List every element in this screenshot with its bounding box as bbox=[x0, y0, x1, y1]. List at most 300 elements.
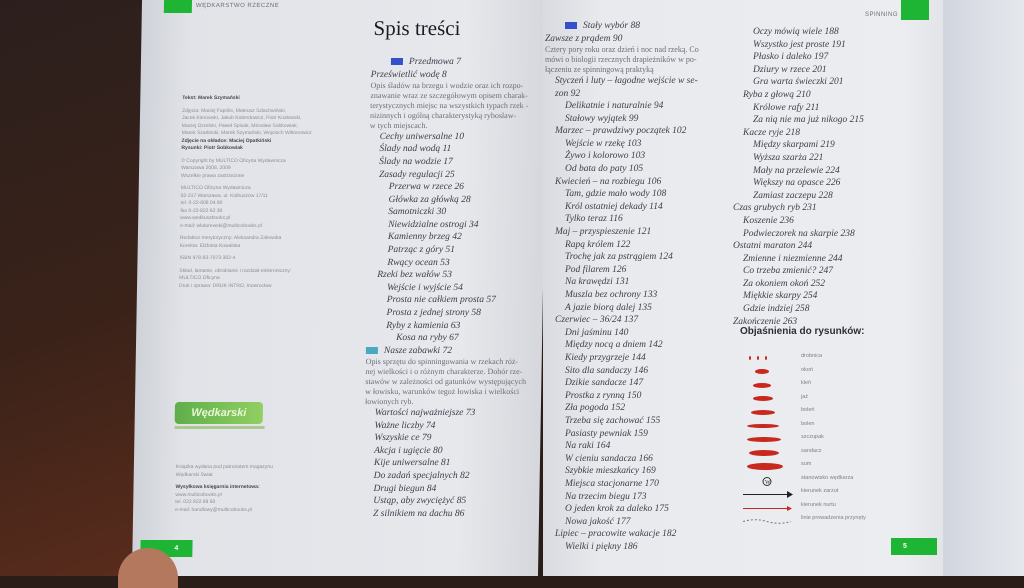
toc-entry bbox=[733, 139, 933, 152]
toc-entry-text: Samotniczki 30 bbox=[388, 207, 447, 218]
section-flag-icon bbox=[565, 22, 577, 29]
toc-entry bbox=[364, 445, 539, 458]
legend-label: drobnica bbox=[801, 353, 823, 359]
credit-line: Zdjęcie na okładce: Maciej Opatkiński bbox=[181, 137, 272, 144]
toc-entry-text: Wszystko jest proste 191 bbox=[753, 39, 846, 50]
toc-entry-text: Ustąp, aby zwyciężyć 85 bbox=[373, 496, 467, 507]
right-page-header: SPINNING bbox=[865, 12, 899, 18]
legend-label: jaź bbox=[801, 393, 809, 400]
toc-entry bbox=[369, 181, 544, 194]
credit-line: Tekst: Marek Szymański bbox=[182, 95, 240, 101]
toc-entry bbox=[545, 491, 735, 504]
toc-entry bbox=[363, 483, 538, 496]
toc-description bbox=[365, 387, 540, 397]
toc-entry-text: Nasze zabawki 72 bbox=[383, 345, 453, 356]
toc-entry bbox=[545, 428, 735, 441]
imprint-credits bbox=[179, 95, 342, 290]
toc-entry bbox=[733, 177, 933, 190]
toc-entry bbox=[733, 102, 933, 115]
toc-entry-text: Gra warta świeczki 201 bbox=[753, 77, 844, 88]
left-page bbox=[132, 0, 548, 576]
toc-entry bbox=[368, 244, 543, 257]
toc-entry bbox=[733, 89, 933, 102]
toc-entry-text: Kacze ryje 218 bbox=[743, 127, 800, 138]
toc-entry bbox=[545, 20, 735, 33]
wave-arrow-icon bbox=[741, 501, 793, 512]
toc-entry-text: Trzeba się zachować 155 bbox=[565, 415, 661, 426]
credit-line: Wędkarski Świat bbox=[175, 471, 213, 478]
toc-entry-text: nizinnych i ogólną charakterystyką ryboslaw- bbox=[369, 110, 517, 120]
toc-entry-text: stawów w zależności od gatunków występujących bbox=[365, 377, 527, 387]
toc-entry bbox=[363, 495, 538, 508]
toc-entry-text: Między skarpami 219 bbox=[753, 140, 835, 151]
toc-entry bbox=[545, 150, 735, 163]
legend-row bbox=[741, 447, 941, 458]
toc-entry-text: Do zadań specjalnych 82 bbox=[373, 470, 470, 481]
toc-entry-text: Co trzeba zmienić? 247 bbox=[743, 266, 833, 277]
credit-line: tel. 0-22-608 04 80 bbox=[180, 200, 223, 206]
toc-entry-text: Trochę jak za pstrągiem 124 bbox=[565, 252, 673, 263]
toc-entry-text: Przerwa w rzece 26 bbox=[388, 182, 465, 193]
toc-entry-text: łączeniu ze spinningową praktyką bbox=[545, 65, 654, 74]
credit-line: Korekta: Elżbieta Kowalska bbox=[179, 242, 241, 249]
toc-entry-text: Szybkie mieszkańcy 169 bbox=[565, 466, 656, 477]
toc-entry-text: O jeden krok za daleko 175 bbox=[565, 504, 669, 515]
toc-entry bbox=[733, 51, 933, 64]
credit-line: Maciej Orzelski, Paweł Spisak, Mirosław Sobkowiak, bbox=[181, 122, 299, 129]
toc-entry bbox=[364, 432, 539, 445]
toc-entry-text: Zamiast zaczepu 228 bbox=[753, 190, 833, 201]
toc-description bbox=[365, 367, 540, 377]
toc-entry bbox=[733, 114, 933, 127]
toc-entry-text: znawanie wraz ze szczegółowym opisem charak- bbox=[370, 91, 528, 101]
toc-entry-text: Pod filarem 126 bbox=[565, 264, 627, 275]
zander-icon bbox=[741, 447, 793, 458]
arrow-icon bbox=[741, 487, 793, 498]
toc-entry-text: Zasady regulacji 25 bbox=[378, 169, 455, 180]
toc-entry bbox=[545, 188, 735, 201]
credit-line: tel. 022 822 69 60 bbox=[175, 499, 216, 505]
toc-entry-text: Kiedy przygrzeje 144 bbox=[565, 352, 646, 363]
toc-entry bbox=[545, 327, 735, 340]
toc-entry bbox=[545, 226, 735, 239]
page-number-right: 5 bbox=[903, 543, 907, 550]
toc-entry bbox=[365, 407, 540, 420]
toc-entry-text: Podwieczorek na skarpie 238 bbox=[743, 228, 855, 239]
toc-description bbox=[545, 45, 735, 55]
toc-entry-text: Delikatnie i naturalnie 94 bbox=[565, 101, 664, 112]
toc-entry-text: Gdzie indziej 258 bbox=[743, 304, 810, 315]
section-flag-icon bbox=[391, 58, 403, 65]
toc-entry bbox=[545, 75, 735, 88]
toc-entry-text: zon 92 bbox=[555, 88, 581, 99]
toc-entry-text: Ryby z kamienia 63 bbox=[386, 320, 461, 331]
toc-entry bbox=[733, 265, 933, 278]
toc-entry-text: W cieniu sandacza 166 bbox=[565, 453, 653, 464]
toc-entry-text: Od bata do paty 105 bbox=[565, 164, 644, 175]
header-tab-right bbox=[901, 0, 929, 20]
ide-icon bbox=[741, 393, 793, 404]
toc-description bbox=[370, 101, 545, 111]
catfish-icon bbox=[741, 460, 793, 471]
credit-line: ISBN 978-83-7073-302-4 bbox=[179, 255, 236, 261]
credit-line: Druk i oprawa: DRUK INTRO, Inowrocław bbox=[178, 282, 272, 289]
credit-line: e-mail: handlowy@multicobooks.pl bbox=[175, 506, 253, 513]
toc-entry-text: Nowa jakość 177 bbox=[565, 516, 631, 527]
toc-entry-text: Na trzecim biegu 173 bbox=[565, 491, 647, 502]
toc-entry-text: Marzec – prawdziwy początek 102 bbox=[555, 126, 687, 137]
toc-entry-text: Król ostatniej dekady 114 bbox=[565, 201, 663, 212]
toc-entry-text: Muszla bez ochrony 133 bbox=[565, 290, 658, 300]
toc-entry-text: Za okoniem okoń 252 bbox=[743, 278, 826, 289]
toc-entry-text: A jazie biorą dalej 135 bbox=[565, 302, 652, 313]
toc-entry-text: Drugi biegun 84 bbox=[373, 483, 437, 494]
toc-entry bbox=[733, 39, 933, 52]
toc-entry-text: Ostatni maraton 244 bbox=[733, 241, 813, 252]
toc-entry bbox=[545, 239, 735, 252]
toc-entry bbox=[364, 420, 539, 433]
toc-entry-text: Stałowy wyjątek 99 bbox=[565, 113, 639, 124]
toc-entry-text: Ryba z głową 210 bbox=[743, 89, 811, 100]
toc-entry bbox=[733, 76, 933, 89]
toc-description bbox=[370, 121, 545, 131]
dotted-line-icon bbox=[741, 514, 793, 525]
legend-label: sandacz bbox=[801, 447, 822, 454]
toc-entry bbox=[545, 289, 735, 302]
toc-entry bbox=[545, 113, 735, 126]
toc-entry-text: Dziury w rzece 201 bbox=[753, 64, 827, 75]
legend-label: kierunek zarzut bbox=[801, 488, 839, 494]
toc-entry bbox=[545, 251, 735, 264]
toc-entry bbox=[545, 440, 735, 453]
toc-entry bbox=[733, 165, 933, 178]
toc-entry-text: mówi o biologii rzecznych drapieżników w po- bbox=[545, 55, 697, 65]
credit-line: e-mail: wkdurewski@multicobooks.pl bbox=[180, 222, 262, 229]
credit-line: www.multicobooks.pl bbox=[175, 491, 222, 498]
toc-entry bbox=[733, 152, 933, 165]
toc-entry bbox=[545, 314, 735, 327]
toc-entry bbox=[368, 231, 543, 244]
legend-row bbox=[741, 406, 941, 417]
toc-entry-text: łowionych ryb. bbox=[364, 397, 414, 407]
toc-entry bbox=[545, 213, 735, 226]
toc-entry-text: Rapą królem 122 bbox=[565, 239, 631, 250]
toc-entry-text: Miękkie skarpy 254 bbox=[743, 291, 818, 302]
toc-description bbox=[370, 81, 545, 91]
pike-icon bbox=[741, 420, 793, 431]
toc-entry-text: Prosta nie całkiem prosta 57 bbox=[386, 295, 496, 306]
toc-entry-text: Zawsze z prądem 90 bbox=[545, 33, 623, 44]
toc-entry bbox=[545, 402, 735, 415]
toc-entry-text: Między nocą a dniem 142 bbox=[565, 340, 663, 351]
toc-entry-text: terystycznych miejsc na wszystkich typach rzek - bbox=[370, 101, 529, 110]
toc-entry-text: Cechy uniwersalne 10 bbox=[379, 131, 465, 142]
toc-entry bbox=[545, 415, 735, 428]
toc-entry-text: Kamienny brzeg 42 bbox=[387, 232, 462, 243]
legend-row bbox=[741, 501, 941, 512]
toc-entry bbox=[733, 215, 933, 228]
page-number-left: 4 bbox=[174, 545, 179, 552]
toc-entry-text: Mały na przelewie 224 bbox=[753, 165, 840, 176]
credit-line: fax 0-22-822 62 30 bbox=[180, 207, 223, 214]
toc-entry-text: Patrząc z góry 51 bbox=[387, 245, 456, 256]
toc-entry bbox=[545, 302, 735, 315]
legend-label: stanowisko wędkarza bbox=[801, 474, 854, 481]
toc-entry-text: Miejsca stacjonarne 170 bbox=[565, 478, 659, 489]
toc-entry-text: Królowe rafy 211 bbox=[753, 102, 820, 113]
toc-entry bbox=[369, 143, 544, 156]
credit-line: Jacek Kierowski, Jakub Kolendowicz, Piotr Kozłowski, bbox=[181, 115, 302, 121]
toc-entry bbox=[545, 33, 735, 46]
toc-entry-text: Dni jaśminu 140 bbox=[565, 327, 629, 338]
footer-tab-right bbox=[891, 538, 937, 555]
pikeperch-icon bbox=[741, 433, 793, 444]
toc-entry-text: Przedmowa 7 bbox=[408, 57, 462, 67]
toc-entry bbox=[371, 56, 546, 69]
toc-entry-text: Tylko teraz 116 bbox=[565, 214, 623, 225]
toc-entry-text: Opis śladów na brzegu i wodzie oraz ich rozpo- bbox=[370, 81, 524, 91]
toc-entry-text: Opis sprzętu do spinningowania w rzekach róż- bbox=[365, 357, 519, 367]
toc-entry bbox=[545, 465, 735, 478]
toc-entry-text: Niewidzialne ostrogi 34 bbox=[388, 219, 479, 230]
fry-icon bbox=[741, 352, 793, 363]
legend-row bbox=[741, 420, 941, 431]
credit-line: Zdjęcia: Maciej Faprilis, Mateusz Szlachwiński, bbox=[182, 107, 287, 114]
toc-entry bbox=[369, 156, 544, 169]
toc-entry bbox=[545, 276, 735, 289]
credit-line: 02-217 Warszawa, ul. Kolbuszów 17/11 bbox=[180, 192, 268, 199]
toc-entry bbox=[367, 294, 542, 307]
toc-entry bbox=[545, 125, 735, 138]
section-flag-icon bbox=[366, 347, 378, 354]
toc-entry-text: Prześwietlić wodę 8 bbox=[370, 69, 447, 80]
legend-label: linie prowadzenia przynęty bbox=[801, 515, 866, 521]
background-right bbox=[934, 0, 1024, 576]
toc-entry bbox=[366, 332, 541, 345]
toc-entry bbox=[733, 127, 933, 140]
toc-entry bbox=[545, 453, 735, 466]
toc-entry-text: Zakończenie 263 bbox=[733, 316, 798, 327]
legend-row bbox=[741, 366, 941, 377]
reel-icon bbox=[741, 474, 793, 485]
legend-label: kierunek nurtu bbox=[801, 501, 836, 508]
toc-entry bbox=[367, 269, 542, 282]
toc-description bbox=[365, 377, 540, 387]
toc-entry-text: w łowisku, warunków tegoż łowiska i wielkości bbox=[365, 387, 520, 397]
credit-line: MULTICO Oficyna bbox=[179, 275, 220, 281]
toc-entry bbox=[545, 138, 735, 151]
toc-entry-text: w tych miejscach. bbox=[369, 120, 428, 130]
toc-entry-text: Na raki 164 bbox=[565, 441, 611, 452]
credit-line: Wszelkie prawa zastrzeżone bbox=[180, 172, 245, 179]
credit-line: Rysunki: Piotr Sobkowiak bbox=[181, 145, 243, 151]
asp-icon bbox=[741, 406, 793, 417]
toc-entry-text: Za nią nie ma już nikogo 215 bbox=[753, 115, 864, 126]
credit-line: Redaktor merytoryczny: Aleksandra Zalewska bbox=[179, 235, 282, 241]
toc-entry bbox=[733, 278, 933, 291]
toc-entry-text: Koszenie 236 bbox=[743, 215, 794, 226]
toc-entry-text: Rzeki bez wałów 53 bbox=[377, 270, 452, 281]
legend-label: szczupak bbox=[801, 434, 824, 440]
toc-entry bbox=[545, 377, 735, 390]
toc-entry-text: Ważne liczby 74 bbox=[374, 420, 436, 431]
legend-label: okoń bbox=[801, 366, 813, 373]
toc-entry bbox=[367, 257, 542, 270]
toc-entry bbox=[733, 26, 933, 39]
toc-entry bbox=[368, 194, 543, 207]
toc-entry bbox=[545, 163, 735, 176]
toc-entry-text: Wejście i wyjście 54 bbox=[386, 282, 463, 293]
toc-entry bbox=[545, 365, 735, 378]
credit-line: Skład, łamanie, obrabianie i rozdział elektroniczny: bbox=[179, 267, 292, 274]
bookstore-info bbox=[175, 464, 336, 514]
toc-entry bbox=[545, 541, 735, 554]
toc-description bbox=[366, 357, 541, 367]
toc-entry-text: Zła pogoda 152 bbox=[565, 403, 626, 414]
toc-entry bbox=[366, 320, 541, 333]
logo-underline bbox=[175, 426, 265, 429]
toc-entry bbox=[364, 470, 539, 483]
toc-entry-text: Cztery pory roku oraz dzień i noc nad rzeką. Co bbox=[545, 45, 699, 55]
toc-entry bbox=[370, 131, 545, 144]
legend-row bbox=[741, 379, 941, 390]
toc-entry-text: Kosa na ryby 67 bbox=[396, 333, 459, 344]
legend-label: sum bbox=[801, 461, 812, 467]
toc-entry-text: Sito dla sandaczy 146 bbox=[565, 365, 649, 376]
legend-row bbox=[741, 352, 941, 363]
toc-entry bbox=[545, 201, 735, 214]
toc-entry-text: Prostka z rynną 150 bbox=[565, 390, 642, 401]
toc-entry-text: Stały wybór 88 bbox=[583, 21, 640, 31]
toc-entry-text: Prosta z jednej strony 58 bbox=[386, 308, 481, 319]
credit-line: © Copyright by MULTICO Oficyna Wydawnicza bbox=[181, 157, 286, 164]
toc-column-middle bbox=[545, 20, 735, 553]
svg-text:W: W bbox=[765, 479, 771, 486]
toc-entry bbox=[545, 503, 735, 516]
toc-entry-text: Kwiecień – na rozbiegu 106 bbox=[555, 176, 662, 187]
toc-entry bbox=[733, 64, 933, 77]
toc-entry bbox=[545, 528, 735, 541]
toc-entry-text: Czas grubych ryb 231 bbox=[733, 203, 817, 214]
toc-entry-text: Wyższa szarża 221 bbox=[753, 152, 824, 163]
legend-label: boleń bbox=[801, 407, 815, 413]
toc-entry bbox=[733, 253, 933, 266]
toc-entry bbox=[363, 508, 538, 521]
credit-line: Książka wydana pod patronatem magazynu bbox=[175, 464, 273, 470]
toc-entry-text: Lipiec – pracowite wakacje 182 bbox=[555, 529, 677, 540]
legend-row bbox=[741, 514, 941, 525]
legend-row bbox=[741, 474, 941, 485]
toc-entry bbox=[366, 307, 541, 320]
legend-row bbox=[741, 460, 941, 471]
toc-entry bbox=[545, 390, 735, 403]
toc-entry-text: Większy na opasce 226 bbox=[753, 178, 841, 189]
toc-entry bbox=[545, 88, 735, 101]
toc-entry-text: Zmienne i niezmienne 244 bbox=[743, 253, 843, 264]
toc-entry-text: Tam, gdzie mało wody 108 bbox=[565, 189, 667, 200]
legend-title: Objaśnienia do rysunków: bbox=[740, 326, 865, 337]
toc-description bbox=[545, 65, 735, 75]
toc-entry bbox=[368, 206, 543, 219]
toc-entry bbox=[733, 303, 933, 316]
chub-icon bbox=[741, 379, 793, 390]
toc-entry-text: Na krawędzi 131 bbox=[565, 277, 630, 288]
toc-entry bbox=[733, 190, 933, 203]
toc-entry bbox=[369, 169, 544, 182]
toc-description bbox=[370, 91, 545, 101]
toc-entry-text: Płasko i daleko 197 bbox=[753, 52, 829, 63]
magazine-logo: Wędkarski bbox=[175, 402, 263, 424]
credit-line: Marek Szarlinski, Marek Szymański, Wojciech Wiktorowicz bbox=[181, 130, 312, 136]
toc-entry-text: Styczeń i luty – łagodne wejście w se- bbox=[555, 75, 698, 86]
toc-entry bbox=[733, 228, 933, 241]
legend-label: kleń bbox=[801, 380, 812, 386]
toc-entry bbox=[368, 219, 543, 232]
credit-line: Wysyłkowa księgarnia internetowa: bbox=[175, 484, 260, 490]
toc-entry bbox=[545, 100, 735, 113]
legend-row bbox=[741, 433, 941, 444]
toc-description bbox=[545, 55, 735, 65]
toc-description bbox=[370, 111, 545, 121]
toc-entry-text: Ślady na wodzie 17 bbox=[379, 156, 453, 167]
toc-entry-text: Rwący ocean 53 bbox=[387, 257, 450, 268]
credit-line: Warszawa 2008, 2009 bbox=[181, 165, 231, 171]
toc-entry-text: nej wielkości i o różnym charakterze. Dobór rze- bbox=[365, 367, 523, 377]
toc-entry bbox=[545, 339, 735, 352]
toc-entry-text: Kije uniwersalne 81 bbox=[373, 458, 451, 469]
legend-label: bolen bbox=[801, 420, 815, 427]
toc-entry bbox=[545, 176, 735, 189]
toc-entry bbox=[545, 352, 735, 365]
toc-entry-text: Maj – przyspieszenie 121 bbox=[555, 227, 652, 238]
toc-column-left bbox=[363, 56, 546, 520]
toc-entry-text: Główka za główką 28 bbox=[388, 194, 471, 205]
toc-entry-text: Oczy mówią wiele 188 bbox=[753, 27, 839, 37]
toc-entry-text: Żywo i kolorowo 103 bbox=[565, 151, 646, 162]
legend-row bbox=[741, 487, 941, 498]
toc-entry bbox=[371, 69, 546, 82]
toc-entry-text: Akcja i ugięcie 80 bbox=[374, 445, 443, 456]
toc-description bbox=[365, 397, 540, 407]
toc-entry-text: Z silnikiem na dachu 86 bbox=[372, 508, 465, 519]
left-page-header: WĘDKARSTWO RZECZNE bbox=[195, 3, 280, 9]
toc-entry bbox=[366, 345, 541, 358]
perch-icon bbox=[741, 366, 793, 377]
credit-line: www.wedkuszbooks.pl bbox=[180, 215, 231, 221]
toc-entry-text: Dzikie sandacze 147 bbox=[565, 378, 644, 389]
toc-entry bbox=[545, 478, 735, 491]
credit-line: MULTICO Oficyna Wydawnicza bbox=[180, 185, 251, 191]
toc-entry-text: Wejście w rzekę 103 bbox=[565, 138, 642, 149]
toc-entry-text: Wszyskie ce 79 bbox=[374, 433, 432, 444]
toc-entry-text: Czerwiec – 36/24 137 bbox=[555, 315, 639, 326]
toc-entry bbox=[545, 516, 735, 529]
toc-entry-text: Pasiasty pewniak 159 bbox=[565, 428, 648, 439]
toc-column-right bbox=[733, 26, 933, 328]
toc-entry bbox=[733, 202, 933, 215]
toc-entry-text: Ślady nad wodą 11 bbox=[379, 144, 452, 155]
toc-entry bbox=[367, 282, 542, 295]
toc-entry bbox=[545, 264, 735, 277]
toc-title: Spis treści bbox=[373, 16, 461, 40]
toc-entry bbox=[733, 290, 933, 303]
right-page bbox=[543, 0, 943, 576]
toc-entry-text: Wielki i piękny 186 bbox=[565, 541, 638, 552]
toc-entry bbox=[733, 240, 933, 253]
toc-entry bbox=[364, 457, 539, 470]
toc-entry-text: Wartości najważniejsze 73 bbox=[374, 407, 476, 418]
header-tab-left bbox=[164, 0, 192, 13]
